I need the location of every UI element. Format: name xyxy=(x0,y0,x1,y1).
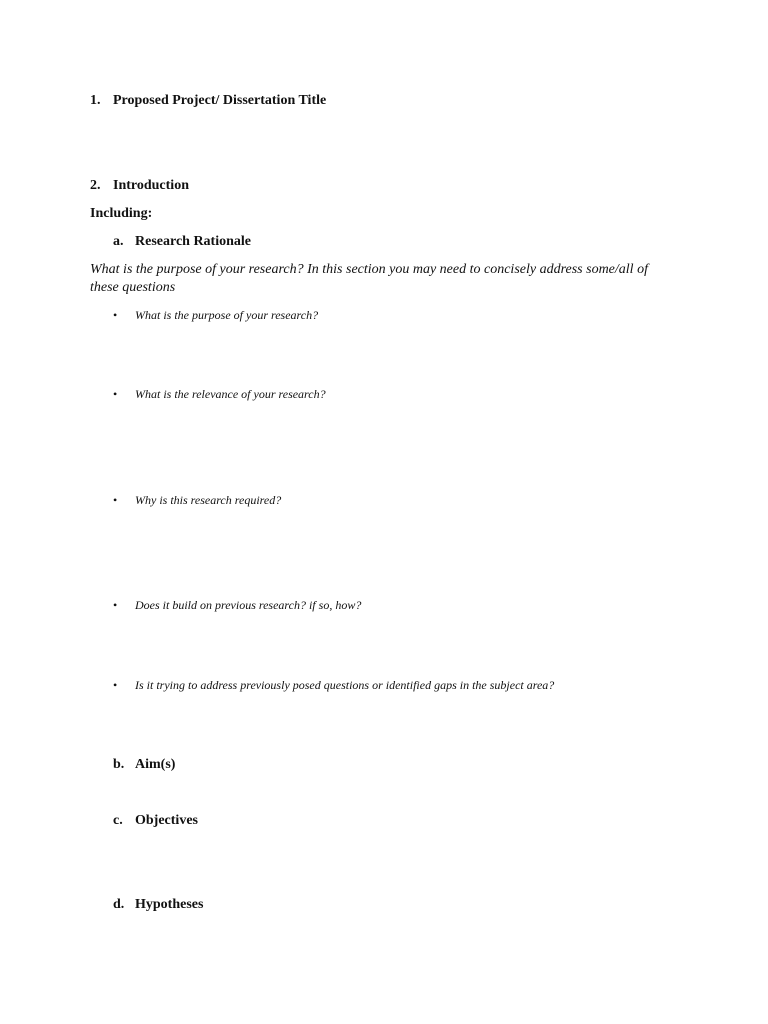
subsection-a-heading xyxy=(113,234,251,250)
bullet-text: Why is this research required? xyxy=(135,493,282,507)
subsection-letter: b. xyxy=(113,757,125,772)
bullet-icon: • xyxy=(113,493,118,507)
subsection-letter: c. xyxy=(113,813,123,828)
bullet-text: What is the purpose of your research? xyxy=(135,308,319,322)
bullet-icon: • xyxy=(113,308,118,322)
subsection-title: Research Rationale xyxy=(135,234,251,249)
bullet-icon: • xyxy=(113,678,118,692)
section-number: 2. xyxy=(90,178,101,193)
section-title: Proposed Project/ Dissertation Title xyxy=(113,93,327,108)
subsection-title: Hypotheses xyxy=(135,897,204,912)
including-label: Including: xyxy=(90,206,153,221)
section-1-heading xyxy=(90,93,326,109)
bullet-text: Is it trying to address previously posed questions or identified gaps in the subject area? xyxy=(135,678,555,692)
section-2-heading xyxy=(90,178,189,194)
list-item xyxy=(113,387,326,401)
bullet-text: What is the relevance of your research? xyxy=(135,387,326,401)
subsection-title: Aim(s) xyxy=(135,757,176,772)
bullet-icon: • xyxy=(113,598,118,612)
bullet-icon: • xyxy=(113,387,118,401)
subsection-letter: a. xyxy=(113,234,124,249)
section-number: 1. xyxy=(90,93,101,108)
subsection-b-heading xyxy=(113,757,175,773)
list-item xyxy=(113,493,282,507)
bullet-text: Does it build on previous research? if so, how? xyxy=(135,598,362,612)
subsection-letter: d. xyxy=(113,897,125,912)
rationale-intro-paragraph: What is the purpose of your research? In this section you may need to concisely address some/all of these questions xyxy=(90,262,648,295)
subsection-c-heading xyxy=(113,813,198,829)
section-title: Introduction xyxy=(113,178,189,193)
list-item xyxy=(113,598,362,612)
list-item xyxy=(113,678,555,692)
subsection-title: Objectives xyxy=(135,813,198,828)
list-item xyxy=(113,308,319,322)
subsection-d-heading xyxy=(113,897,203,913)
